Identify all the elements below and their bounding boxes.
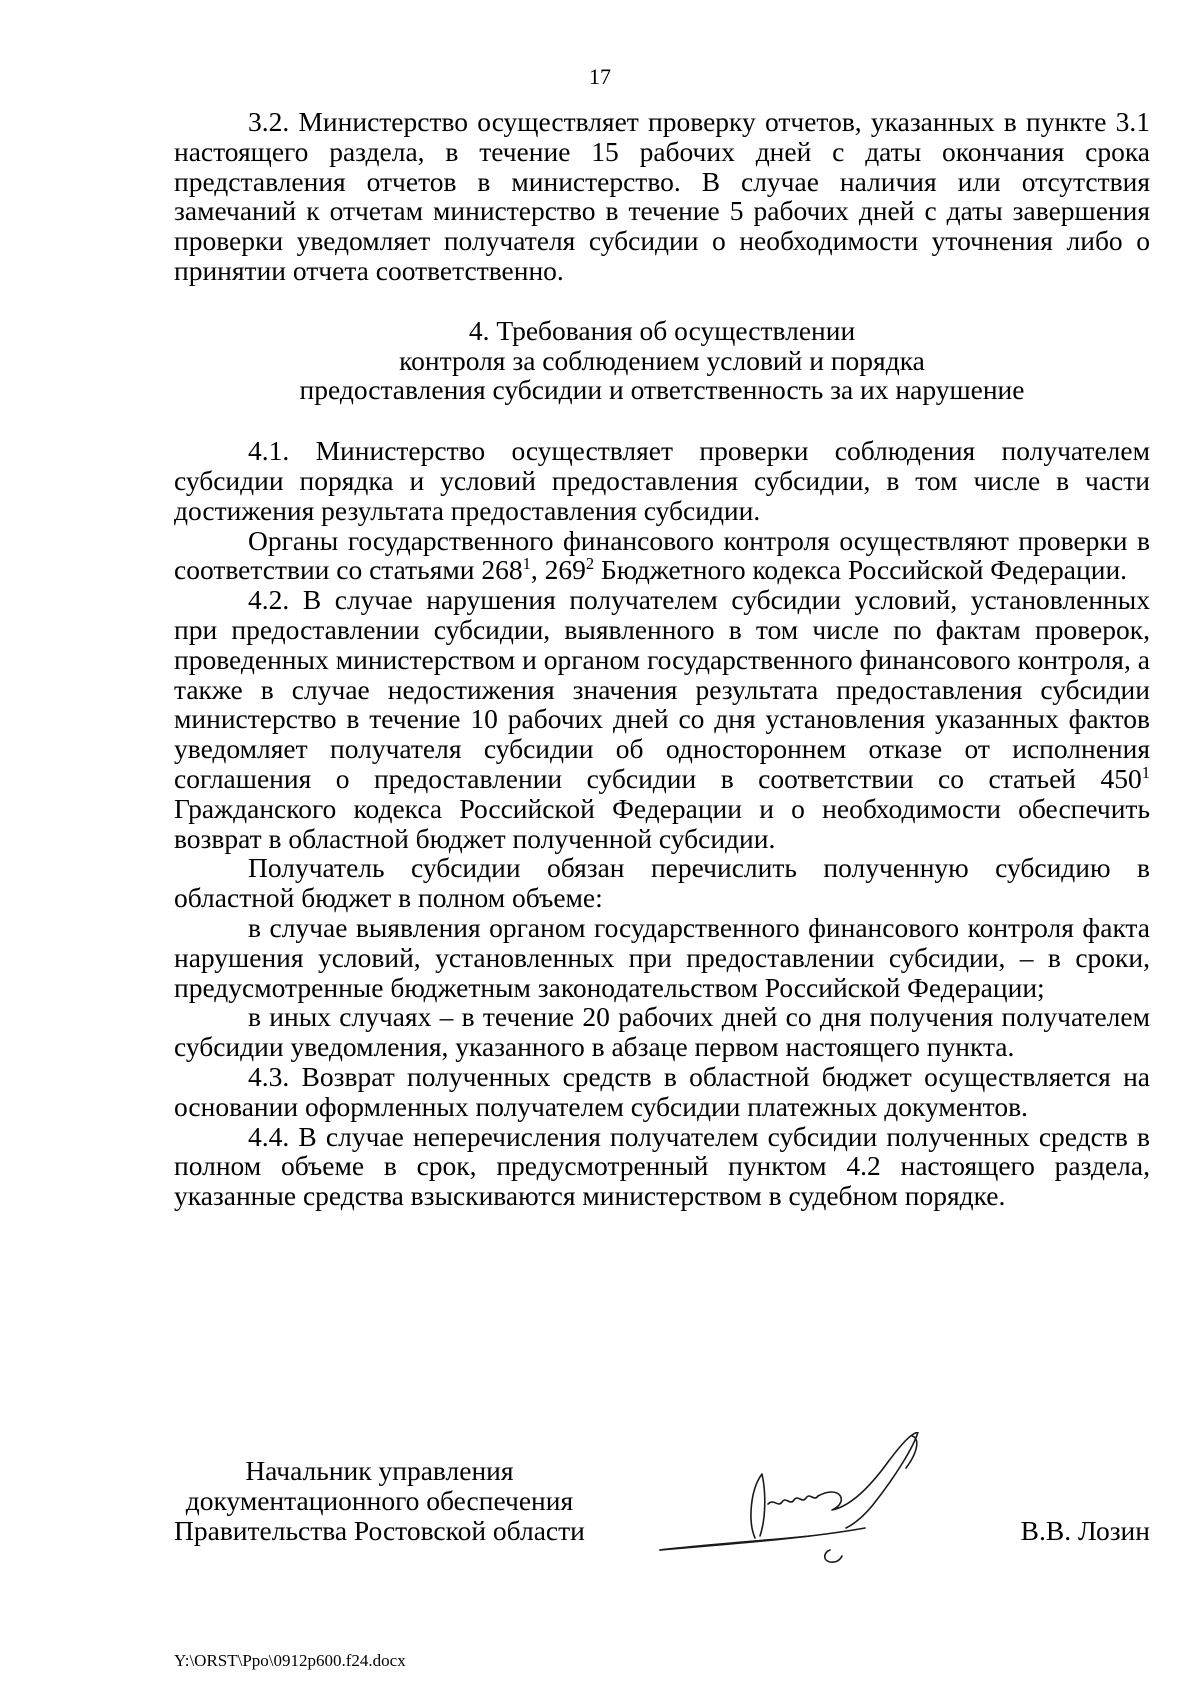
paragraph-4-1: 4.1. Министерство осуществляет проверки соблюдения получателем субсидии порядка и условий предоставления субсидии, в том числе в части достижения результата предоставления субсидии. xyxy=(174,435,1150,526)
signatory-title xyxy=(174,1456,585,1546)
text-fragment: Органы государственного финансового контроля осуществляют проверки в соответствии со статьями 268 xyxy=(174,524,1150,586)
paragraph-4-4: 4.4. В случае неперечисления получателем субсидии полученных средств в полном объеме в срок, предусмотренный пунктом 4.2 настоящего раздела, указанные средства взыскиваются министерством в судебном порядке. xyxy=(174,1120,1150,1212)
paragraph-4-2-obligation: Получатель субсидии обязан перечислить полученную субсидию в областной бюджет в полном объеме: xyxy=(174,852,1150,914)
heading-line-3: предоставления субсидии и ответственность за их нарушение xyxy=(299,374,1025,406)
paragraph-4-2-case-2: в иных случаях – в течение 20 рабочих дней со дня получения получателем субсидии уведомления, указанного в абзаце первом настоящего пункта. xyxy=(174,1001,1150,1063)
section-heading xyxy=(174,316,1150,405)
text-fragment: 4.2. В случае нарушения получателем субсидии условий, установленных при предоставлении субсидии, выявленного в том числе по фактам проверок, проведенных министерством и органом государственного финансового контроля, а также в случае недостижения значения результата предоставления субсидии министерство в течение 10 рабочих дней со дня установления указанных фактов уведомляет получателя субсидии об одностороннем отказе от исполнения соглашения о предоставлении субсидии в соответствии со статьей 450 xyxy=(174,584,1150,794)
paragraph-4-2-case-1: в случае выявления органом государственного финансового контроля факта нарушения условий, установленных при предоставлении субсидии, – в сроки, предусмотренные бюджетным законодательством Российской Федерации; xyxy=(174,911,1150,1003)
handwritten-signature xyxy=(650,1432,980,1592)
signatory-name: В.В. Лозин xyxy=(1020,1515,1150,1546)
signatory-title-line-1: Начальник управления xyxy=(245,1455,514,1486)
paragraph-4-3: 4.3. Возврат полученных средств в областной бюджет осуществляется на основании оформленных получателем субсидии платежных документов. xyxy=(174,1060,1150,1122)
file-path-footer: Y:\ORST\Ppo\0912p600.f24.docx xyxy=(174,1651,406,1670)
heading-line-2: контроля за соблюдением условий и порядка xyxy=(399,344,925,376)
signatory-title-line-3: Правительства Ростовской области xyxy=(174,1515,585,1546)
paragraph-4-2 xyxy=(174,585,1150,853)
page-number: 17 xyxy=(589,64,611,89)
heading-line-1: 4. Требования об осуществлении xyxy=(468,314,856,346)
paragraph-4-1-control-bodies xyxy=(174,526,1150,586)
superscript: 1 xyxy=(1141,762,1150,782)
signatory-title-line-2: документационного обеспечения xyxy=(185,1485,574,1516)
superscript: 2 xyxy=(585,554,595,574)
text-fragment: Гражданского кодекса Российской Федерации и о необходимости обеспечить возврат в областной бюджет полученной субсидии. xyxy=(174,792,1150,854)
text-fragment: , 269 xyxy=(530,554,586,586)
paragraph-3-2: 3.2. Министерство осуществляет проверку отчетов, указанных в пункте 3.1 настоящего раздела, в течение 15 рабочих дней с даты окончания срока представления отчетов в министерство. В случае наличия или отсутствия замечаний к отчетам министерство в течение 5 рабочих дней с даты завершения проверки уведомляет получателя субсидии о необходимости уточнения либо о принятии отчета соответственно. xyxy=(174,106,1150,286)
text-fragment: Бюджетного кодекса Российской Федерации. xyxy=(594,554,1128,586)
superscript: 1 xyxy=(522,554,531,574)
document-body xyxy=(174,107,1150,1211)
